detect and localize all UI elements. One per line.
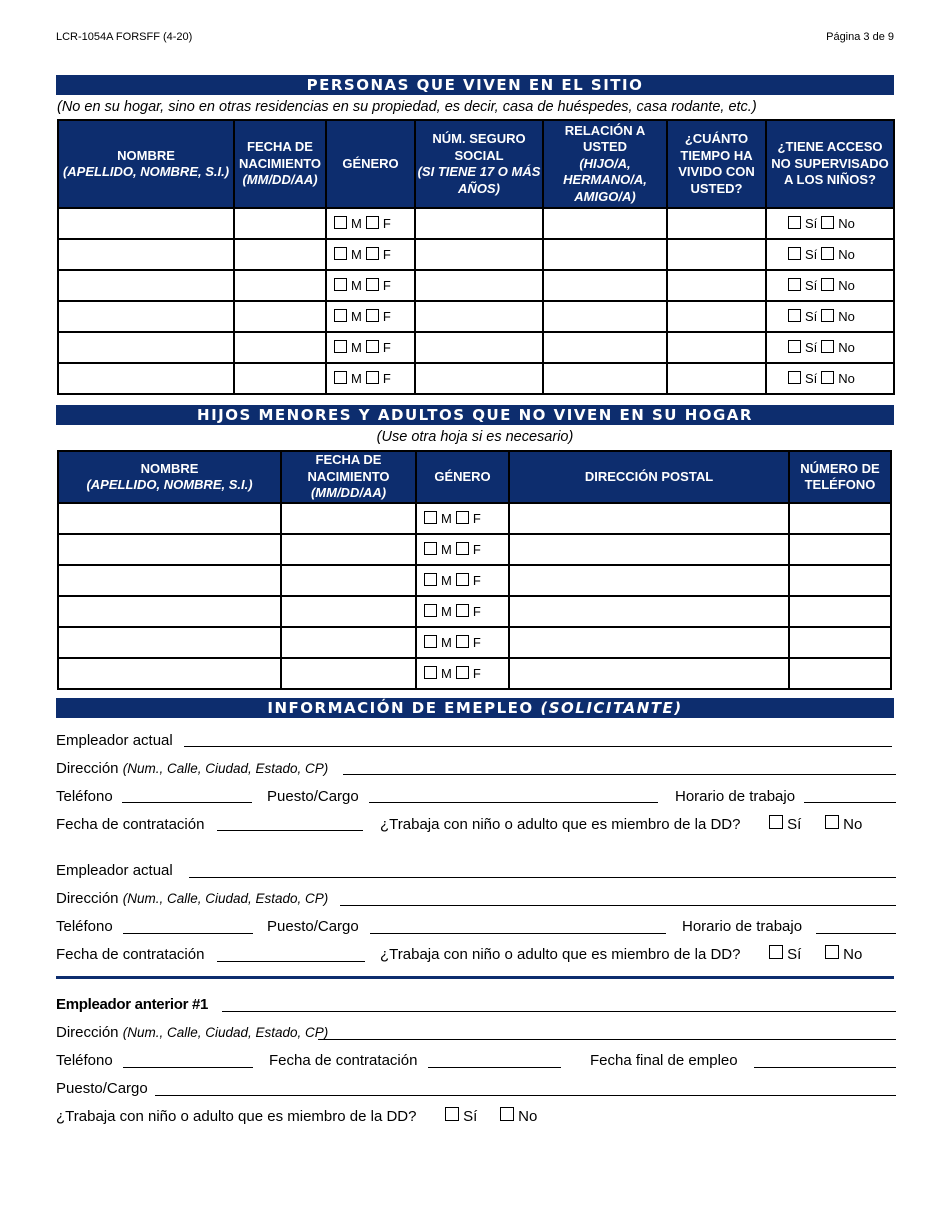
no-label: No — [838, 371, 855, 386]
ssn-cell[interactable] — [415, 332, 543, 363]
checkbox-male[interactable] — [424, 542, 437, 555]
address-label: Dirección (Num., Calle, Ciudad, Estado, CP) — [56, 1024, 329, 1041]
checkbox-female[interactable] — [456, 542, 469, 555]
col-gender: GÉNERO — [326, 120, 415, 208]
phone-cell[interactable] — [789, 658, 891, 689]
female-label: F — [382, 340, 391, 355]
male-label: M — [441, 511, 452, 526]
name-cell[interactable] — [58, 208, 234, 239]
name-cell[interactable] — [58, 534, 281, 565]
table-row — [58, 596, 891, 627]
male-label: M — [351, 278, 362, 293]
relation-cell[interactable] — [543, 332, 667, 363]
phone-input[interactable] — [123, 933, 253, 934]
checkbox-female[interactable] — [366, 340, 379, 353]
name-cell[interactable] — [58, 332, 234, 363]
checkbox-female[interactable] — [366, 371, 379, 384]
col-access: ¿TIENE ACCESO NO SUPERVISADO A LOS NIÑOS? — [766, 120, 894, 208]
male-label: M — [351, 340, 362, 355]
position-input[interactable] — [369, 802, 658, 803]
address-cell[interactable] — [509, 565, 789, 596]
gender-cell — [416, 503, 509, 534]
checkbox-male[interactable] — [424, 635, 437, 648]
address-input[interactable] — [340, 905, 896, 906]
section-title-onsite: PERSONAS QUE VIVEN EN EL SITIO — [56, 75, 894, 95]
checkbox-male[interactable] — [334, 371, 347, 384]
col-name: NOMBRE (APELLIDO, NOMBRE, S.I.) — [58, 120, 234, 208]
checkbox-yes[interactable] — [788, 247, 801, 260]
dd-no-option[interactable]: No — [500, 1107, 537, 1125]
male-label: M — [351, 309, 362, 324]
table-row — [58, 208, 894, 239]
checkbox-yes[interactable] — [788, 371, 801, 384]
address-cell[interactable] — [509, 534, 789, 565]
male-label: M — [441, 635, 452, 650]
checkbox-male[interactable] — [334, 278, 347, 291]
gender-cell — [416, 534, 509, 565]
gender-cell — [416, 596, 509, 627]
yes-label: Sí — [805, 309, 818, 324]
address-cell[interactable] — [509, 503, 789, 534]
relation-cell[interactable] — [543, 270, 667, 301]
male-label: M — [441, 573, 452, 588]
dob-cell[interactable] — [234, 208, 326, 239]
section-note-children: (Use otra hoja si es necesario) — [376, 429, 574, 445]
hire-date-label: Fecha de contratación — [56, 946, 205, 963]
phone-cell[interactable] — [789, 627, 891, 658]
dd-question: ¿Trabaja con niño o adulto que es miembro de la DD? — [380, 946, 741, 963]
checkbox-male[interactable] — [334, 216, 347, 229]
name-cell[interactable] — [58, 565, 281, 596]
gender-cell — [326, 332, 415, 363]
yes-label: Sí — [805, 340, 818, 355]
phone-input[interactable] — [122, 802, 252, 803]
female-label: F — [472, 666, 481, 681]
male-label: M — [351, 216, 362, 231]
table-row — [58, 565, 891, 596]
checkbox[interactable] — [445, 1107, 459, 1121]
children-adults-table — [57, 450, 892, 690]
gender-cell — [326, 363, 415, 394]
col-relation: RELACIÓN A USTED (HIJO/A, HERMANO/A, AMIGO/A) — [543, 120, 667, 208]
checkbox-no[interactable] — [821, 216, 834, 229]
female-label: F — [472, 573, 481, 588]
dd-yes-option[interactable]: Sí — [769, 815, 801, 833]
gender-cell — [326, 208, 415, 239]
phone-input[interactable] — [123, 1067, 253, 1068]
checkbox-female[interactable] — [366, 309, 379, 322]
checkbox-male[interactable] — [424, 666, 437, 679]
relation-cell[interactable] — [543, 301, 667, 332]
no-label: No — [838, 247, 855, 262]
relation-cell[interactable] — [543, 363, 667, 394]
checkbox-female[interactable] — [456, 604, 469, 617]
name-cell[interactable] — [58, 363, 234, 394]
ssn-cell[interactable] — [415, 208, 543, 239]
male-label: M — [441, 604, 452, 619]
phone-cell[interactable] — [789, 503, 891, 534]
table-row — [58, 239, 894, 270]
address-input[interactable] — [318, 1039, 896, 1040]
section-note-onsite: (No en su hogar, sino en otras residencias en su propiedad, es decir, casa de huéspedes, casa rodante, etc.) — [57, 99, 757, 115]
ssn-cell[interactable] — [415, 301, 543, 332]
checkbox-no[interactable] — [821, 247, 834, 260]
phone-cell[interactable] — [789, 534, 891, 565]
female-label: F — [472, 604, 481, 619]
employer-label: Empleador actual — [56, 862, 173, 879]
previous-employer-input[interactable] — [222, 1011, 896, 1012]
dob-cell[interactable] — [281, 596, 416, 627]
access-cell — [766, 301, 894, 332]
dob-cell[interactable] — [234, 270, 326, 301]
form-code: LCR-1054A FORSFF (4-20) — [56, 31, 193, 43]
checkbox-male[interactable] — [424, 604, 437, 617]
ssn-cell[interactable] — [415, 239, 543, 270]
yes-label: Sí — [805, 247, 818, 262]
checkbox-male[interactable] — [334, 340, 347, 353]
no-label: No — [838, 340, 855, 355]
checkbox-no[interactable] — [821, 309, 834, 322]
schedule-input[interactable] — [804, 802, 896, 803]
how-long-cell[interactable] — [667, 301, 766, 332]
gender-cell — [326, 239, 415, 270]
divider — [56, 976, 894, 979]
name-cell[interactable] — [58, 658, 281, 689]
employer-input[interactable] — [189, 877, 896, 878]
hire-date-input[interactable] — [217, 961, 365, 962]
position-label: Puesto/Cargo — [56, 1080, 148, 1097]
table-row — [58, 627, 891, 658]
female-label: F — [382, 309, 391, 324]
section-title-children: HIJOS MENORES Y ADULTOS QUE NO VIVEN EN SU HOGAR — [56, 405, 894, 425]
dob-cell[interactable] — [281, 503, 416, 534]
checkbox-male[interactable] — [424, 511, 437, 524]
dob-cell[interactable] — [234, 363, 326, 394]
checkbox[interactable] — [769, 945, 783, 959]
gender-cell — [416, 627, 509, 658]
checkbox-female[interactable] — [456, 511, 469, 524]
relation-cell[interactable] — [543, 239, 667, 270]
ssn-cell[interactable] — [415, 363, 543, 394]
male-label: M — [351, 247, 362, 262]
dob-cell[interactable] — [281, 658, 416, 689]
phone-label: Teléfono — [56, 1052, 113, 1069]
onsite-residents-table — [57, 119, 895, 395]
position-input[interactable] — [155, 1095, 896, 1096]
checkbox[interactable] — [769, 815, 783, 829]
col-phone: NÚMERO DE TELÉFONO — [789, 451, 891, 503]
female-label: F — [382, 371, 391, 386]
address-label: Dirección (Num., Calle, Ciudad, Estado, CP) — [56, 890, 329, 907]
schedule-label: Horario de trabajo — [682, 918, 803, 935]
name-cell[interactable] — [58, 239, 234, 270]
how-long-cell[interactable] — [667, 239, 766, 270]
gender-cell — [326, 301, 415, 332]
employer-label: Empleador actual — [56, 732, 173, 749]
yes-label: Sí — [805, 216, 818, 231]
phone-cell[interactable] — [789, 596, 891, 627]
col-address: DIRECCIÓN POSTAL — [509, 451, 789, 503]
gender-cell — [416, 565, 509, 596]
hire-date-label: Fecha de contratación — [269, 1052, 418, 1069]
table-row — [58, 534, 891, 565]
checkbox-female[interactable] — [366, 216, 379, 229]
checkbox-no[interactable] — [821, 371, 834, 384]
female-label: F — [472, 542, 481, 557]
hire-date-label: Fecha de contratación — [56, 816, 205, 833]
hire-date-input[interactable] — [428, 1067, 561, 1068]
checkbox-female[interactable] — [456, 635, 469, 648]
checkbox-female[interactable] — [456, 666, 469, 679]
dob-cell[interactable] — [234, 332, 326, 363]
phone-label: Teléfono — [56, 788, 113, 805]
table-row — [58, 503, 891, 534]
checkbox-yes[interactable] — [788, 216, 801, 229]
checkbox[interactable] — [825, 945, 839, 959]
no-label: No — [838, 309, 855, 324]
address-input[interactable] — [343, 774, 896, 775]
checkbox-yes[interactable] — [788, 340, 801, 353]
ssn-cell[interactable] — [415, 270, 543, 301]
no-label: No — [838, 278, 855, 293]
dd-no-option[interactable]: No — [825, 815, 862, 833]
dd-yes-option[interactable]: Sí — [769, 945, 801, 963]
col-how-long: ¿CUÁNTO TIEMPO HA VIVIDO CON USTED? — [667, 120, 766, 208]
address-cell[interactable] — [509, 627, 789, 658]
end-date-label: Fecha final de empleo — [590, 1052, 738, 1069]
access-cell — [766, 239, 894, 270]
checkbox-no[interactable] — [821, 278, 834, 291]
no-label: No — [838, 216, 855, 231]
col-name: NOMBRE (APELLIDO, NOMBRE, S.I.) — [58, 451, 281, 503]
name-cell[interactable] — [58, 596, 281, 627]
checkbox-male[interactable] — [424, 573, 437, 586]
male-label: M — [441, 542, 452, 557]
section-title-employment: INFORMACIÓN DE EMEPLEO (SOLICITANTE) — [56, 698, 894, 718]
schedule-input[interactable] — [816, 933, 896, 934]
name-cell[interactable] — [58, 270, 234, 301]
male-label: M — [351, 371, 362, 386]
female-label: F — [472, 511, 481, 526]
how-long-cell[interactable] — [667, 332, 766, 363]
name-cell[interactable] — [58, 503, 281, 534]
address-label: Dirección (Num., Calle, Ciudad, Estado, CP) — [56, 760, 329, 777]
table-row — [58, 332, 894, 363]
dd-no-option[interactable]: No — [825, 945, 862, 963]
how-long-cell[interactable] — [667, 363, 766, 394]
checkbox-male[interactable] — [334, 309, 347, 322]
dob-cell[interactable] — [281, 534, 416, 565]
previous-employer-label: Empleador anterior #1 — [56, 996, 209, 1013]
checkbox[interactable] — [500, 1107, 514, 1121]
address-cell[interactable] — [509, 596, 789, 627]
relation-cell[interactable] — [543, 208, 667, 239]
checkbox-female[interactable] — [456, 573, 469, 586]
col-dob: FECHA DE NACIMIENTO (MM/DD/AA) — [234, 120, 326, 208]
female-label: F — [472, 635, 481, 650]
name-cell[interactable] — [58, 627, 281, 658]
table-row — [58, 270, 894, 301]
dob-cell[interactable] — [281, 565, 416, 596]
checkbox[interactable] — [825, 815, 839, 829]
table-row — [58, 363, 894, 394]
end-date-input[interactable] — [754, 1067, 896, 1068]
female-label: F — [382, 216, 391, 231]
checkbox-no[interactable] — [821, 340, 834, 353]
female-label: F — [382, 247, 391, 262]
gender-cell — [416, 658, 509, 689]
checkbox-yes[interactable] — [788, 309, 801, 322]
phone-label: Teléfono — [56, 918, 113, 935]
how-long-cell[interactable] — [667, 270, 766, 301]
access-cell — [766, 332, 894, 363]
yes-label: Sí — [805, 371, 818, 386]
position-input[interactable] — [370, 933, 666, 934]
employer-input[interactable] — [184, 746, 892, 747]
col-gender: GÉNERO — [416, 451, 509, 503]
dob-cell[interactable] — [234, 239, 326, 270]
hire-date-input[interactable] — [217, 830, 363, 831]
access-cell — [766, 270, 894, 301]
checkbox-yes[interactable] — [788, 278, 801, 291]
dd-yes-option[interactable]: Sí — [445, 1107, 477, 1125]
position-label: Puesto/Cargo — [267, 788, 359, 805]
dd-question: ¿Trabaja con niño o adulto que es miembro de la DD? — [56, 1108, 417, 1125]
col-ssn: NÚM. SEGURO SOCIAL (SI TIENE 17 O MÁS AÑOS) — [415, 120, 543, 208]
name-cell[interactable] — [58, 301, 234, 332]
female-label: F — [382, 278, 391, 293]
dd-question: ¿Trabaja con niño o adulto que es miembro de la DD? — [380, 816, 741, 833]
male-label: M — [441, 666, 452, 681]
checkbox-male[interactable] — [334, 247, 347, 260]
checkbox-female[interactable] — [366, 278, 379, 291]
how-long-cell[interactable] — [667, 208, 766, 239]
position-label: Puesto/Cargo — [267, 918, 359, 935]
schedule-label: Horario de trabajo — [675, 788, 796, 805]
col-dob: FECHA DE NACIMIENTO (MM/DD/AA) — [281, 451, 416, 503]
gender-cell — [326, 270, 415, 301]
page-number: Página 3 de 9 — [826, 31, 894, 43]
address-cell[interactable] — [509, 658, 789, 689]
access-cell — [766, 208, 894, 239]
yes-label: Sí — [805, 278, 818, 293]
table-row — [58, 301, 894, 332]
checkbox-female[interactable] — [366, 247, 379, 260]
phone-cell[interactable] — [789, 565, 891, 596]
dob-cell[interactable] — [281, 627, 416, 658]
dob-cell[interactable] — [234, 301, 326, 332]
access-cell — [766, 363, 894, 394]
table-row — [58, 658, 891, 689]
